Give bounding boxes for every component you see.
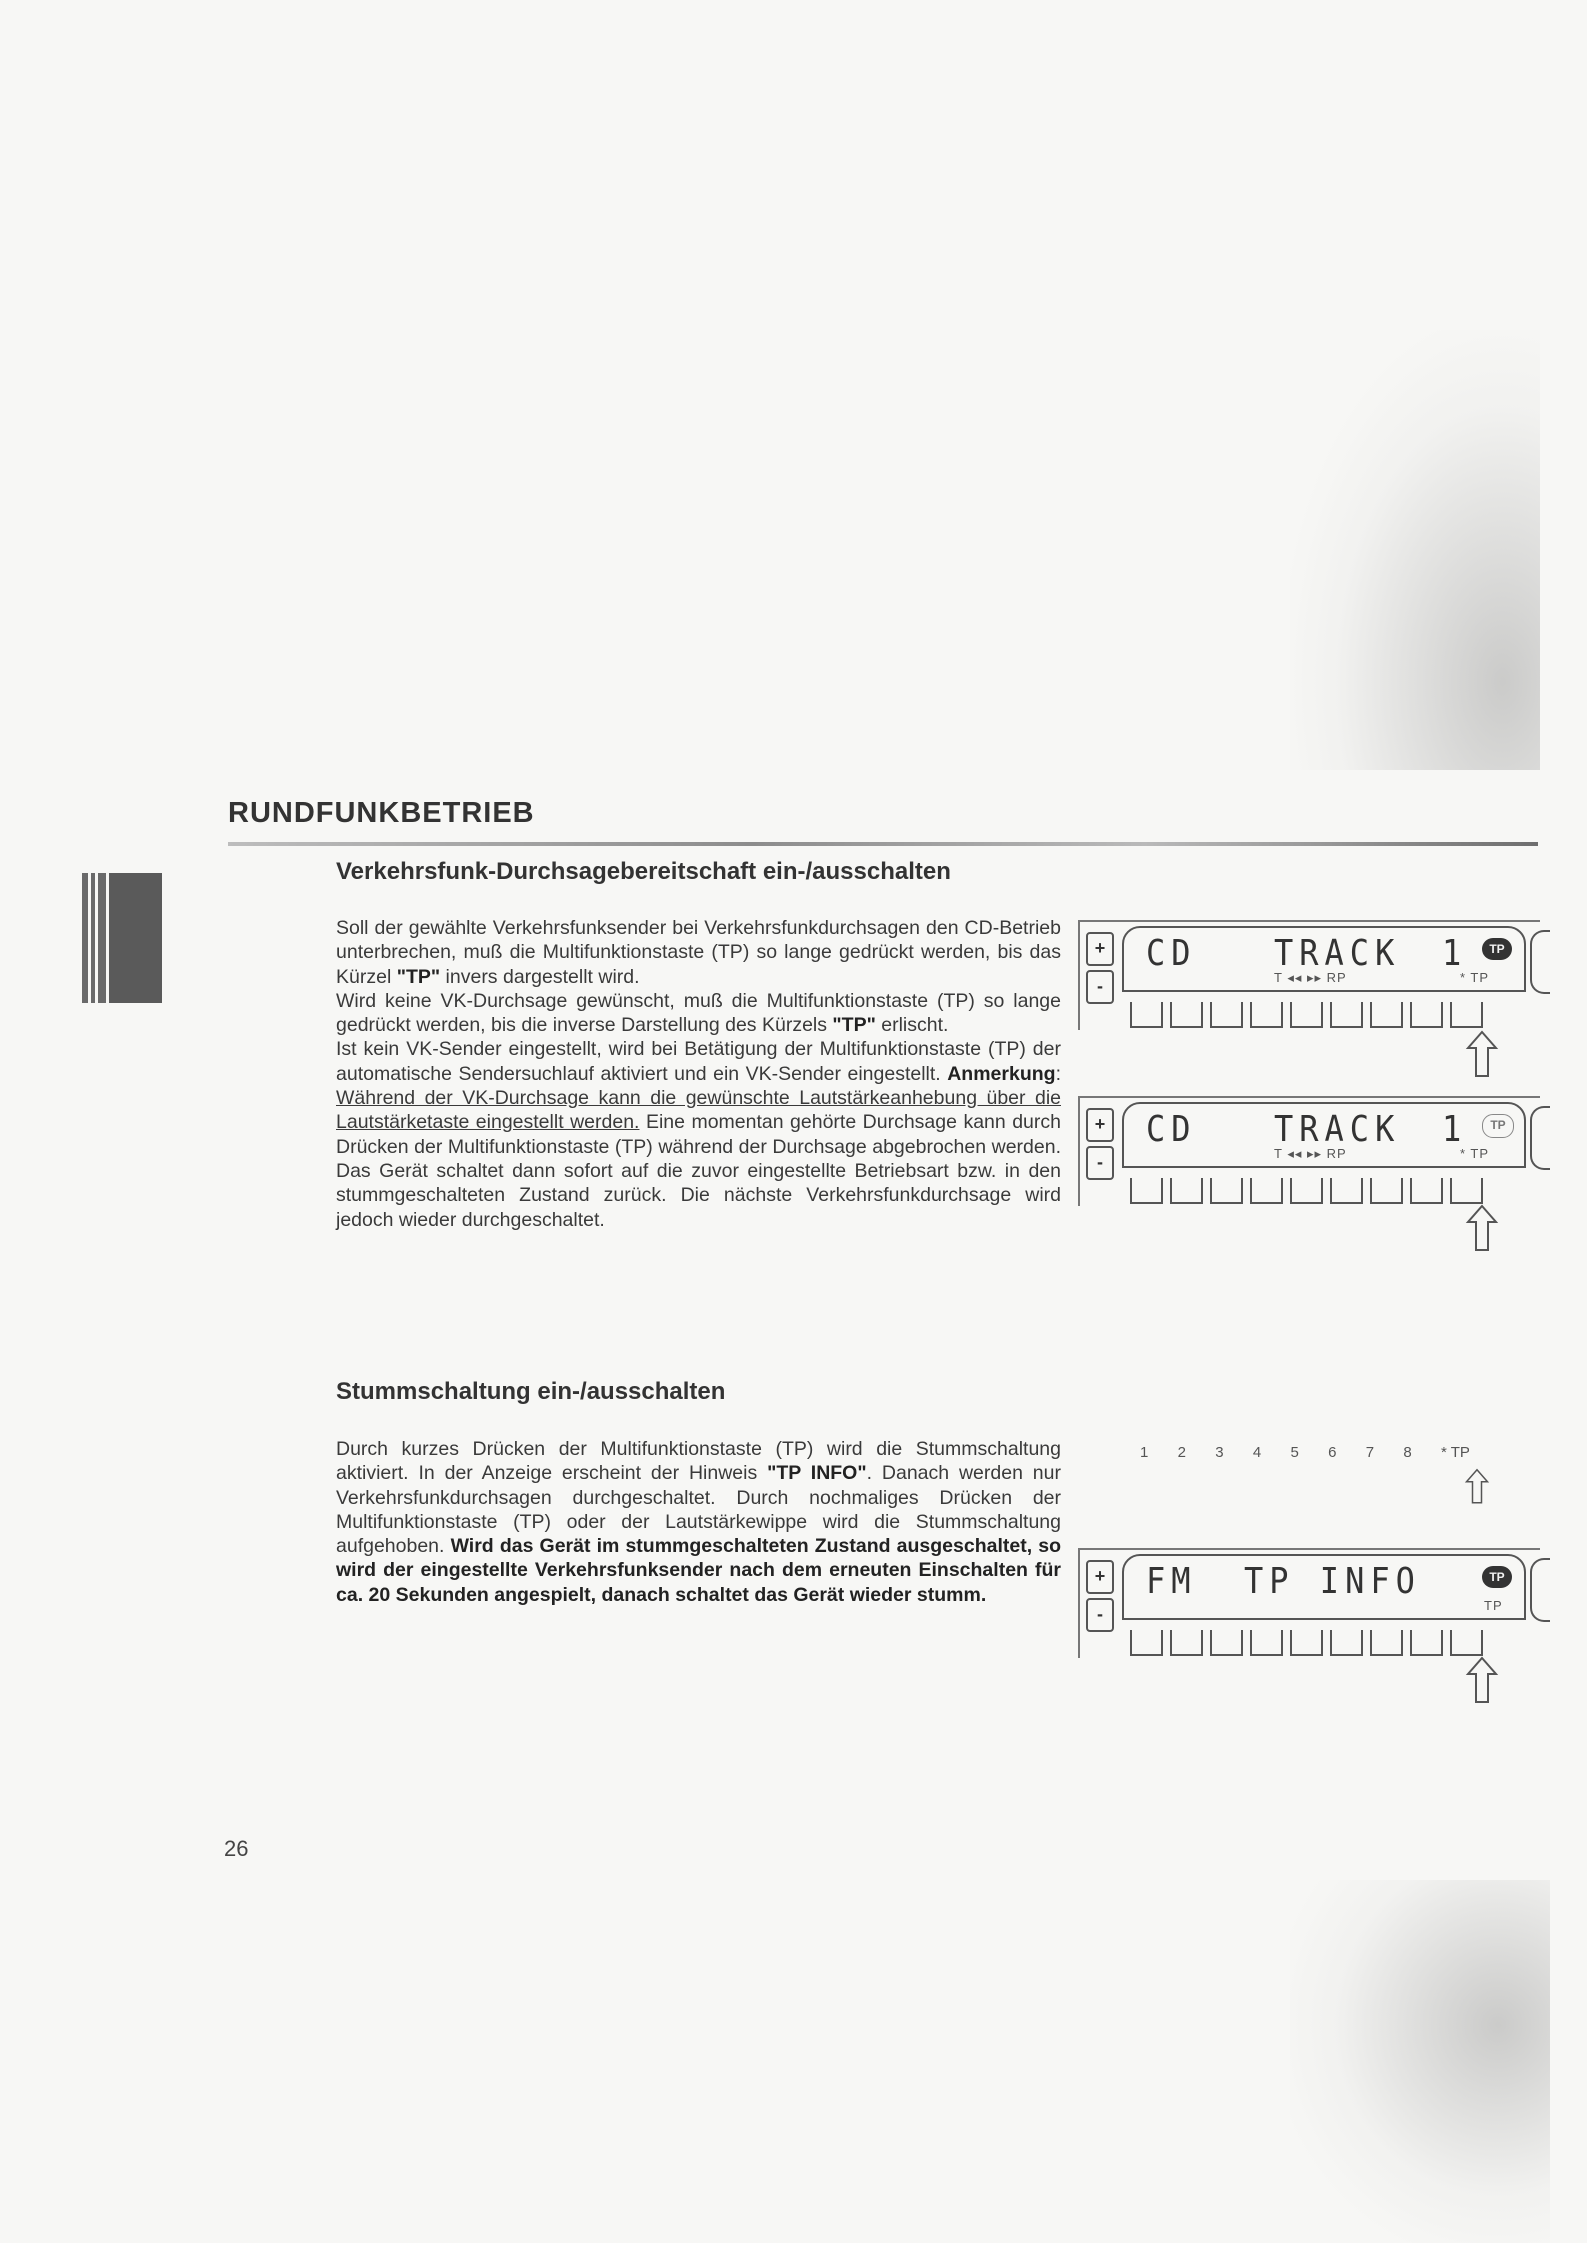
up-arrow-icon [1462, 1030, 1502, 1080]
display-tp-indicator: TP [1484, 1598, 1503, 1613]
preset-key[interactable] [1410, 1002, 1443, 1028]
up-arrow-icon [1462, 1468, 1492, 1506]
preset-key[interactable] [1450, 1630, 1483, 1656]
mute-paragraph: Durch kurzes Drücken der Multifunktionstaste (TP) wird die Stummschaltung aktiviert. In der Anzeige erscheint der Hinweis "TP INFO". Danach werden nur Verkehrsfunkdurchsagen durchgeschaltet. Durch nochmaliges Drücken der Multifunktionstaste (TP) oder der Lautstärkewippe wird die Stummschaltung aufgehoben. Wird das Gerät im stummgeschalteten Zustand ausgeschaltet, so wird der eingestellte Verkehrsfunksender nach dem erneuten Einschalten für ca. 20 Sekunden angespielt, danach schaltet das Gerät wieder stumm. [336, 1438, 1061, 1606]
preset-key[interactable] [1210, 1178, 1243, 1204]
preset-key[interactable] [1410, 1178, 1443, 1204]
preset-key[interactable] [1290, 1630, 1323, 1656]
tp-badge: TP [1482, 938, 1512, 960]
preset-key[interactable] [1250, 1002, 1283, 1028]
preset-key[interactable] [1250, 1630, 1283, 1656]
preset-keys [1130, 1178, 1483, 1204]
preset-number: 8 [1403, 1444, 1412, 1461]
display-screen [1122, 1554, 1526, 1620]
preset-key[interactable] [1170, 1630, 1203, 1656]
preset-key[interactable] [1170, 1002, 1203, 1028]
display-number: 1 [1442, 1108, 1468, 1150]
section-title: RUNDFUNKBETRIEB [228, 797, 535, 829]
display-tp-indicator: * TP [1460, 1146, 1490, 1161]
preset-key[interactable] [1410, 1630, 1443, 1656]
preset-key[interactable] [1290, 1002, 1323, 1028]
display-indicator-row: T ◂◂ ▸▸ RP [1274, 970, 1347, 985]
display-source: CD [1146, 932, 1197, 974]
section-rule [228, 842, 1538, 846]
volume-minus-button[interactable]: - [1086, 1598, 1114, 1632]
display-indicator-row: T ◂◂ ▸▸ RP [1274, 1146, 1347, 1161]
traffic-paragraph: Soll der gewählte Verkehrsfunksender bei Verkehrsfunkdurchsagen den CD-Betrieb unterbrechen, muß die Multifunktionstaste (TP) so lange gedrückt werden, bis das Kürzel "TP" invers dargestellt wird. Wird keine VK-Durchsage gewünscht, muß die Multifunktionstaste (TP) so lange gedrückt werden, bis die inverse Darstellung des Kürzels "TP" erlischt. Ist kein VK-Sender eingestellt, wird bei Betätigung der Multifunktionstaste (TP) der automatische Sendersuchlauf aktiviert und ein VK-Sender eingestellt. Anmerkung: Während der VK-Durchsage kann die gewünschte Lautstärkeanhebung über die Lautstärketaste eingestellt werden. Eine momentan gehörte Durchsage kann durch Drücken der Multifunktionstaste (TP) während der Durchsage abgebrochen werden. Das Gerät schaltet dann sofort auf die zuvor eingestellte Betriebsart bzw. in den stummgeschalteten Zustand zurück. Die nächste Verkehrsfunkdurchsage wird jedoch wieder durchgeschaltet. [336, 917, 1061, 1231]
volume-plus-button[interactable]: + [1086, 932, 1114, 966]
thumb-index-tab [82, 873, 162, 1003]
preset-key[interactable] [1330, 1002, 1363, 1028]
seek-rocker-button[interactable] [1530, 1558, 1550, 1622]
display-tp-indicator: * TP [1460, 970, 1490, 985]
preset-key[interactable] [1450, 1002, 1483, 1028]
display-main: TRACK [1274, 932, 1401, 974]
preset-key[interactable] [1170, 1178, 1203, 1204]
preset-keys [1130, 1002, 1483, 1028]
radio-display-1 [1078, 912, 1548, 1032]
seek-rocker-button[interactable] [1530, 930, 1550, 994]
mute-heading: Stummschaltung ein-/ausschalten [336, 1378, 726, 1405]
preset-key[interactable] [1210, 1002, 1243, 1028]
display-main: TP INFO [1244, 1560, 1421, 1602]
preset-key[interactable] [1370, 1178, 1403, 1204]
preset-number: 1 [1140, 1444, 1149, 1461]
display-screen [1122, 926, 1526, 992]
tp-badge: TP [1482, 1566, 1512, 1588]
scan-shadow-bottom [1290, 1880, 1550, 2243]
preset-number: 6 [1328, 1444, 1337, 1461]
preset-key[interactable] [1330, 1178, 1363, 1204]
preset-key[interactable] [1250, 1178, 1283, 1204]
volume-plus-button[interactable]: + [1086, 1108, 1114, 1142]
preset-key[interactable] [1130, 1178, 1163, 1204]
preset-key[interactable] [1370, 1002, 1403, 1028]
radio-display-2 [1078, 1088, 1548, 1208]
preset-keys [1130, 1630, 1483, 1656]
display-source: CD [1146, 1108, 1197, 1150]
preset-number: 3 [1215, 1444, 1224, 1461]
preset-key[interactable] [1450, 1178, 1483, 1204]
display-number: 1 [1442, 932, 1468, 974]
volume-minus-button[interactable]: - [1086, 970, 1114, 1004]
preset-key[interactable] [1130, 1630, 1163, 1656]
preset-key[interactable] [1370, 1630, 1403, 1656]
display-source: FM [1146, 1560, 1197, 1602]
traffic-heading: Verkehrsfunk-Durchsagebereitschaft ein-/ausschalten [336, 858, 951, 885]
scan-shadow-top [1290, 330, 1540, 770]
preset-key[interactable] [1210, 1630, 1243, 1656]
preset-key[interactable] [1130, 1002, 1163, 1028]
preset-number: 7 [1365, 1444, 1375, 1461]
preset-number: 5 [1290, 1444, 1299, 1461]
preset-number: 4 [1252, 1444, 1262, 1461]
preset-number-row [1140, 1444, 1470, 1461]
display-main: TRACK [1274, 1108, 1401, 1150]
preset-key[interactable] [1290, 1178, 1323, 1204]
up-arrow-icon [1462, 1656, 1502, 1706]
seek-rocker-button[interactable] [1530, 1106, 1550, 1170]
tp-badge: TP [1482, 1114, 1514, 1138]
volume-minus-button[interactable]: - [1086, 1146, 1114, 1180]
preset-number: * TP [1441, 1444, 1470, 1461]
radio-display-3 [1078, 1540, 1548, 1660]
up-arrow-icon [1462, 1204, 1502, 1254]
preset-number: 2 [1177, 1444, 1186, 1461]
page-number: 26 [224, 1836, 249, 1861]
volume-plus-button[interactable]: + [1086, 1560, 1114, 1594]
display-screen [1122, 1102, 1526, 1168]
preset-key[interactable] [1330, 1630, 1363, 1656]
